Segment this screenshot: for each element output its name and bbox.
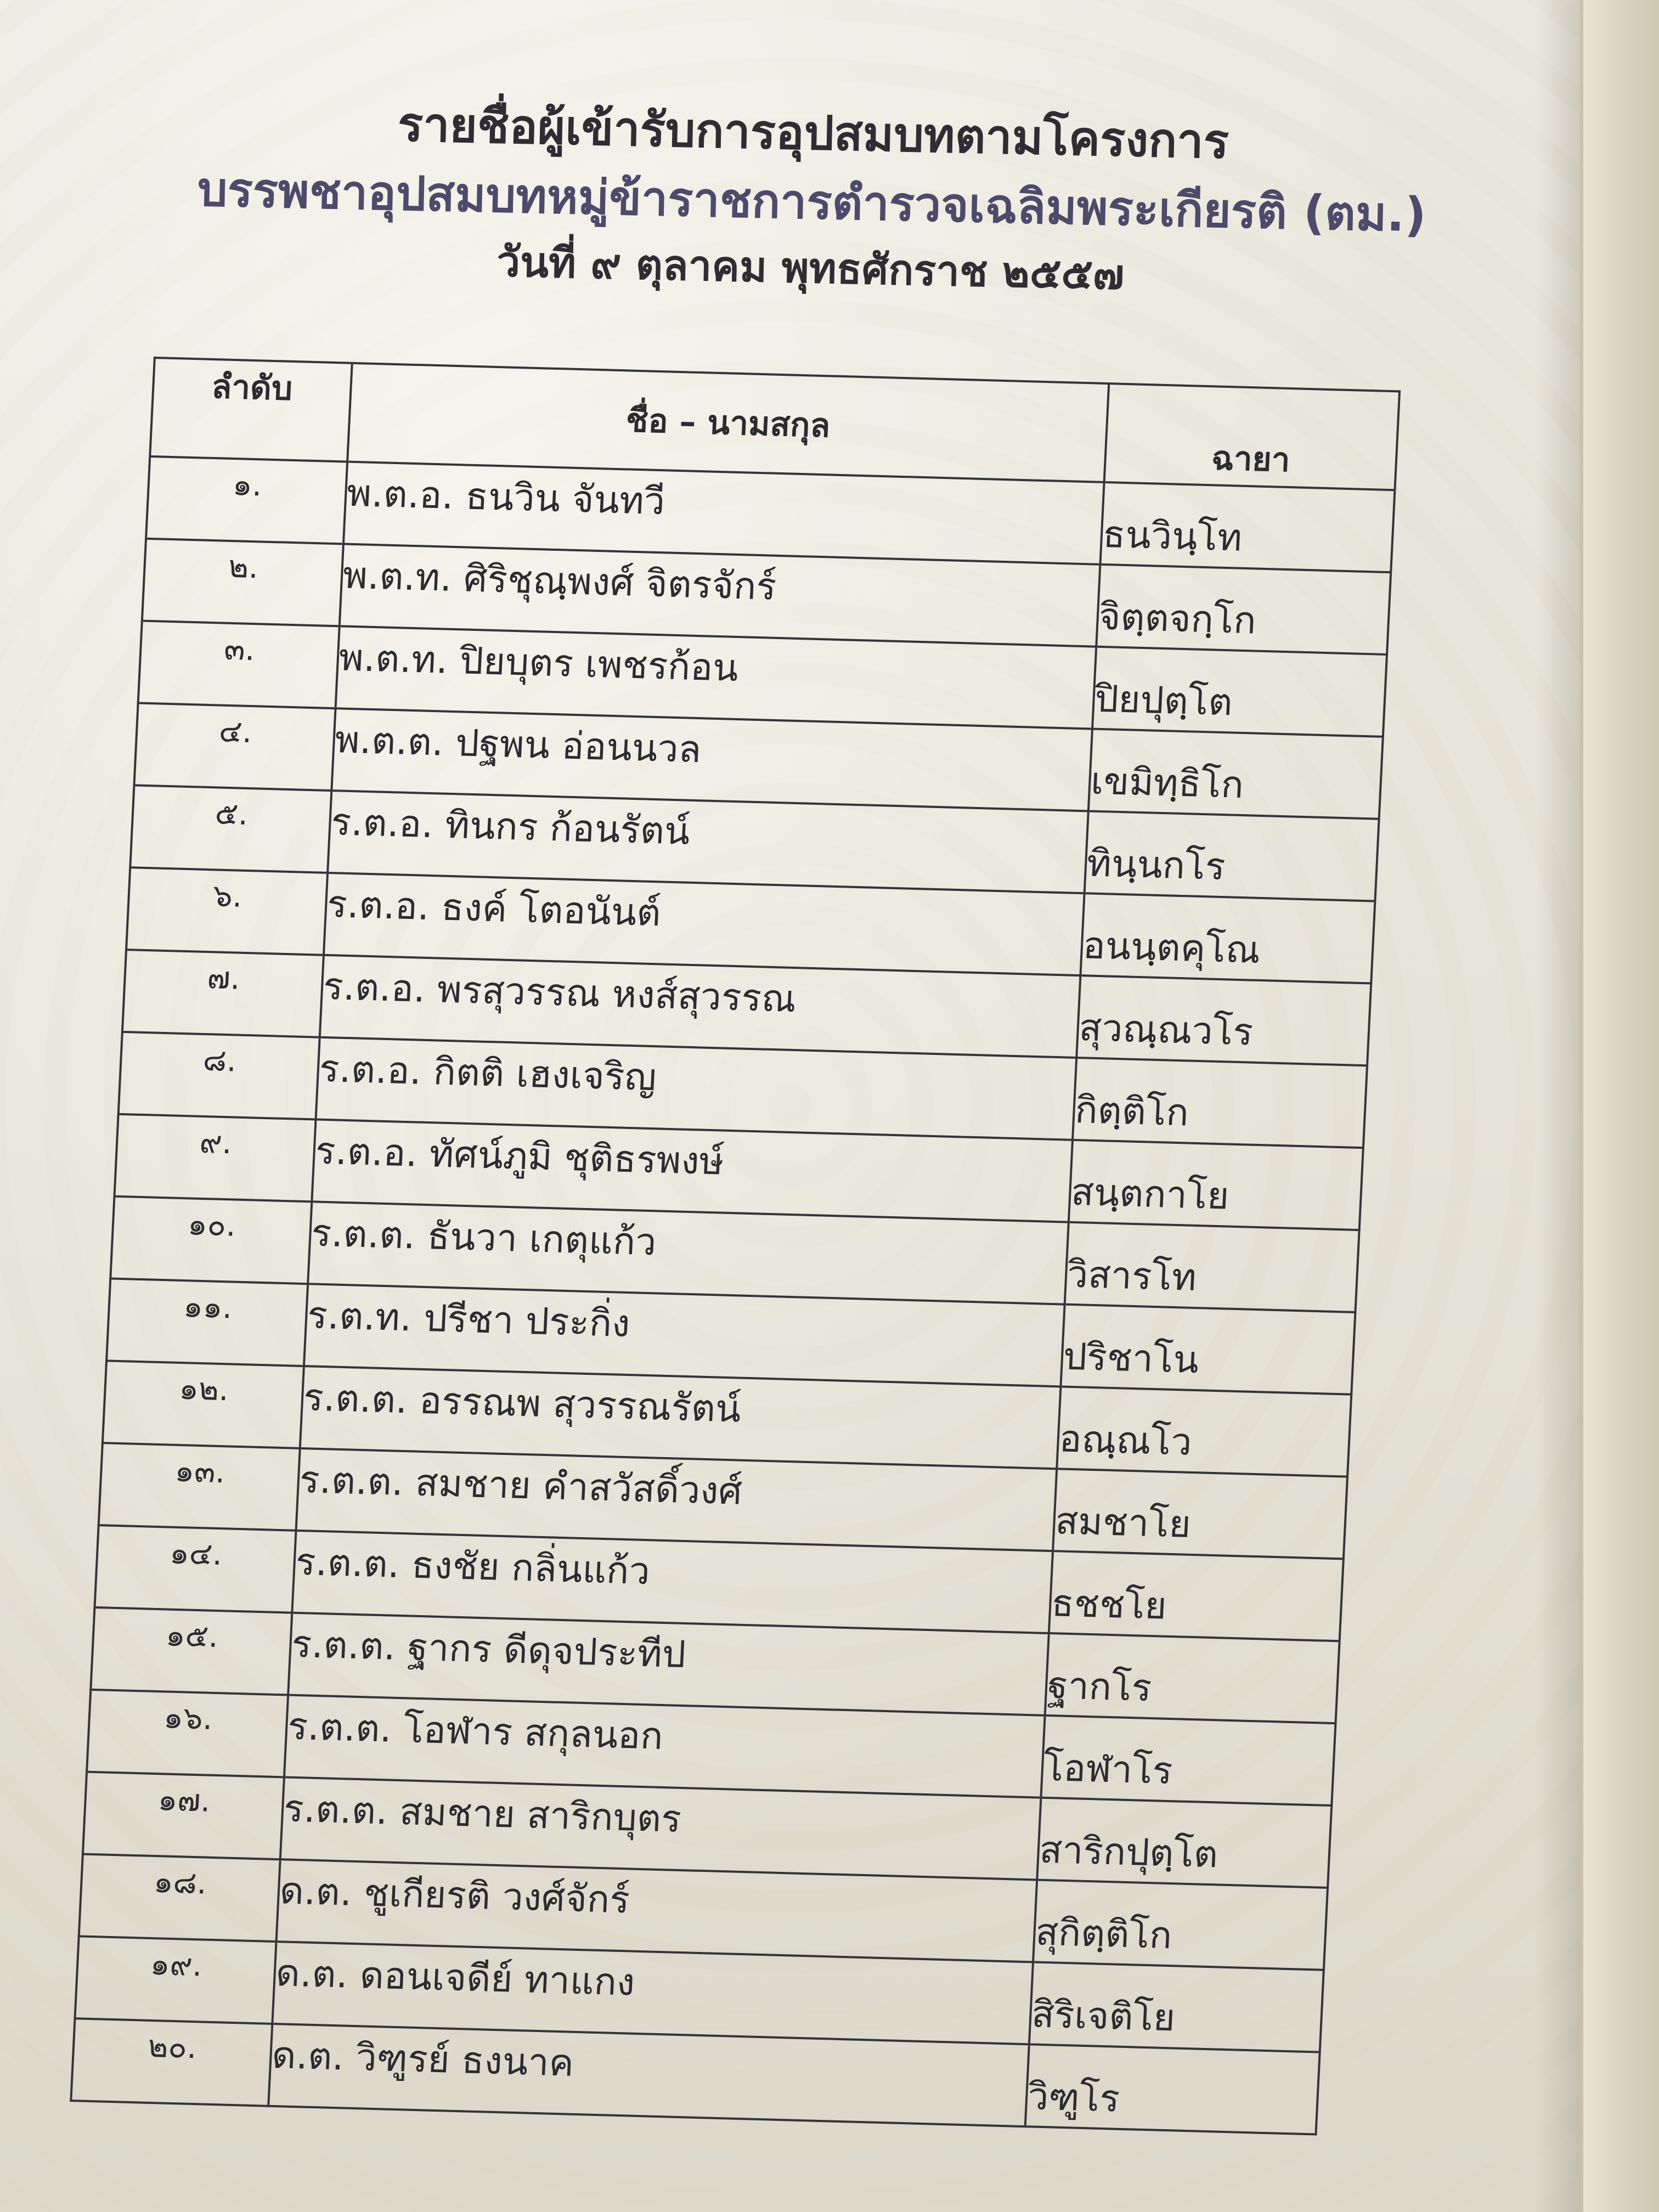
row-full-name: ร.ต.อ. ทินกร ก้อนรัตน์ xyxy=(328,791,1088,893)
project-title: บรรพชาอุปสมบทหมู่ข้าราชการตำรวจเฉลิมพระเกียรติ (ตม.) xyxy=(197,162,1427,242)
row-ordination-name: สุวณฺณวโร xyxy=(1076,975,1371,1065)
row-ordination-name: อณฺณโว xyxy=(1057,1386,1351,1476)
column-header-name: ชื่อ – นามสกุล xyxy=(347,363,1109,482)
row-full-name: พ.ต.ต. ปฐพน อ่อนนวล xyxy=(331,708,1092,811)
row-full-name: ร.ต.ต. ธันวา เกตุแก้ว xyxy=(308,1201,1069,1304)
row-full-name: ด.ต. ดอนเจดีย์ ทาแกง xyxy=(272,1942,1033,2044)
row-ordination-name: กิตฺติโก xyxy=(1073,1058,1367,1148)
row-ordination-name: วิฑูโร xyxy=(1025,2044,1320,2134)
row-order-number: ๓. xyxy=(138,621,340,709)
row-full-name: ร.ต.ต. โอฬาร สกุลนอก xyxy=(284,1695,1045,1798)
row-ordination-name: ธนวินฺโท xyxy=(1100,482,1395,572)
row-order-number: ๑๔. xyxy=(94,1525,296,1613)
roster-table-container xyxy=(69,357,1399,2166)
row-order-number: ๔. xyxy=(134,703,335,791)
row-ordination-name: ปิยปุตฺโต xyxy=(1092,647,1387,737)
row-ordination-name: ฐากโร xyxy=(1045,1633,1340,1723)
row-order-number: ๒๐. xyxy=(71,2018,272,2106)
row-ordination-name: สมชาโย xyxy=(1053,1469,1347,1559)
row-ordination-name: ทินฺนกโร xyxy=(1085,811,1379,901)
row-order-number: ๘. xyxy=(119,1032,320,1120)
row-ordination-name: อนนฺตคุโณ xyxy=(1080,893,1375,983)
row-order-number: ๑๐. xyxy=(110,1197,312,1284)
row-order-number: ๑๓. xyxy=(99,1443,300,1531)
row-order-number: ๕. xyxy=(130,785,331,873)
row-ordination-name: ธชชโย xyxy=(1049,1551,1344,1641)
table-body xyxy=(71,456,1395,2135)
row-full-name: ร.ต.ต. สมชาย สาริกบุตร xyxy=(280,1777,1041,1880)
row-full-name: พ.ต.ท. ศิริชุณฺพงศ์ จิตรจักร์ xyxy=(340,544,1101,646)
row-order-number: ๒. xyxy=(142,539,343,627)
row-ordination-name: สิริเจติโย xyxy=(1029,1962,1324,2052)
row-full-name: ร.ต.ต. อรรณพ สุวรรณรัตน์ xyxy=(300,1366,1061,1469)
row-order-number: ๖. xyxy=(126,867,328,955)
row-ordination-name: โอฬาโร xyxy=(1041,1716,1335,1805)
row-full-name: ด.ต. ชูเกียรติ วงศ์จักร์ xyxy=(276,1859,1037,1962)
row-full-name: ด.ต. วิฑูรย์ ธงนาค xyxy=(268,2024,1029,2126)
row-full-name: ร.ต.อ. ธงค์ โตอนันต์ xyxy=(324,873,1085,975)
row-ordination-name: ปริชาโน xyxy=(1060,1305,1355,1395)
row-order-number: ๗. xyxy=(122,950,324,1037)
date-line: วันที่ ๙ ตุลาคม พุทธศักราช ๒๕๕๗ xyxy=(496,237,1125,299)
roster-table xyxy=(70,357,1401,2136)
row-order-number: ๑๕. xyxy=(91,1607,292,1695)
page-title: รายชื่อผู้เข้ารับการอุปสมบทตามโครงการ xyxy=(397,97,1229,170)
row-full-name: ร.ต.อ. กิตติ เฮงเจริญ xyxy=(316,1037,1077,1140)
row-order-number: ๑๑. xyxy=(106,1278,308,1366)
row-order-number: ๙. xyxy=(114,1114,315,1202)
row-order-number: ๑๗. xyxy=(83,1772,284,1860)
row-order-number: ๑๙. xyxy=(75,1936,276,2024)
row-ordination-name: วิสารโท xyxy=(1065,1222,1359,1312)
row-order-number: ๑. xyxy=(146,456,347,544)
title-block xyxy=(163,91,1462,307)
row-full-name: พ.ต.อ. ธนวิน จันทวี xyxy=(343,462,1104,565)
row-ordination-name: จิตฺตจกฺโก xyxy=(1096,565,1391,654)
row-ordination-name: เขมิทฺธิโก xyxy=(1088,729,1383,819)
column-header-ordination-name: ฉายา xyxy=(1104,383,1400,490)
row-full-name: ร.ต.ต. ธงชัย กลิ่นแก้ว xyxy=(292,1531,1053,1633)
row-order-number: ๑๘. xyxy=(79,1854,280,1942)
row-ordination-name: สุกิตฺติโก xyxy=(1033,1880,1328,1970)
row-full-name: ร.ต.ท. ปรีชา ประกิ่ง xyxy=(304,1284,1065,1386)
row-full-name: พ.ต.ท. ปิยบุตร เพชรก้อน xyxy=(336,626,1097,729)
column-header-order: ลำดับ xyxy=(150,358,352,462)
row-order-number: ๑๖. xyxy=(87,1690,288,1778)
row-ordination-name: สนฺตกาโย xyxy=(1069,1140,1363,1230)
row-full-name: ร.ต.ต. ฐากร ดีดุจประทีป xyxy=(288,1613,1049,1716)
row-full-name: ร.ต.อ. ทัศน์ภูมิ ชุติธรพงษ์ xyxy=(312,1120,1073,1222)
row-full-name: ร.ต.อ. พรสุวรรณ หงส์สุวรรณ xyxy=(320,955,1081,1058)
row-order-number: ๑๒. xyxy=(103,1361,304,1448)
row-full-name: ร.ต.ต. สมชาย คำสวัสดิ์วงศ์ xyxy=(296,1448,1057,1551)
row-ordination-name: สาริกปุตฺโต xyxy=(1037,1798,1331,1888)
